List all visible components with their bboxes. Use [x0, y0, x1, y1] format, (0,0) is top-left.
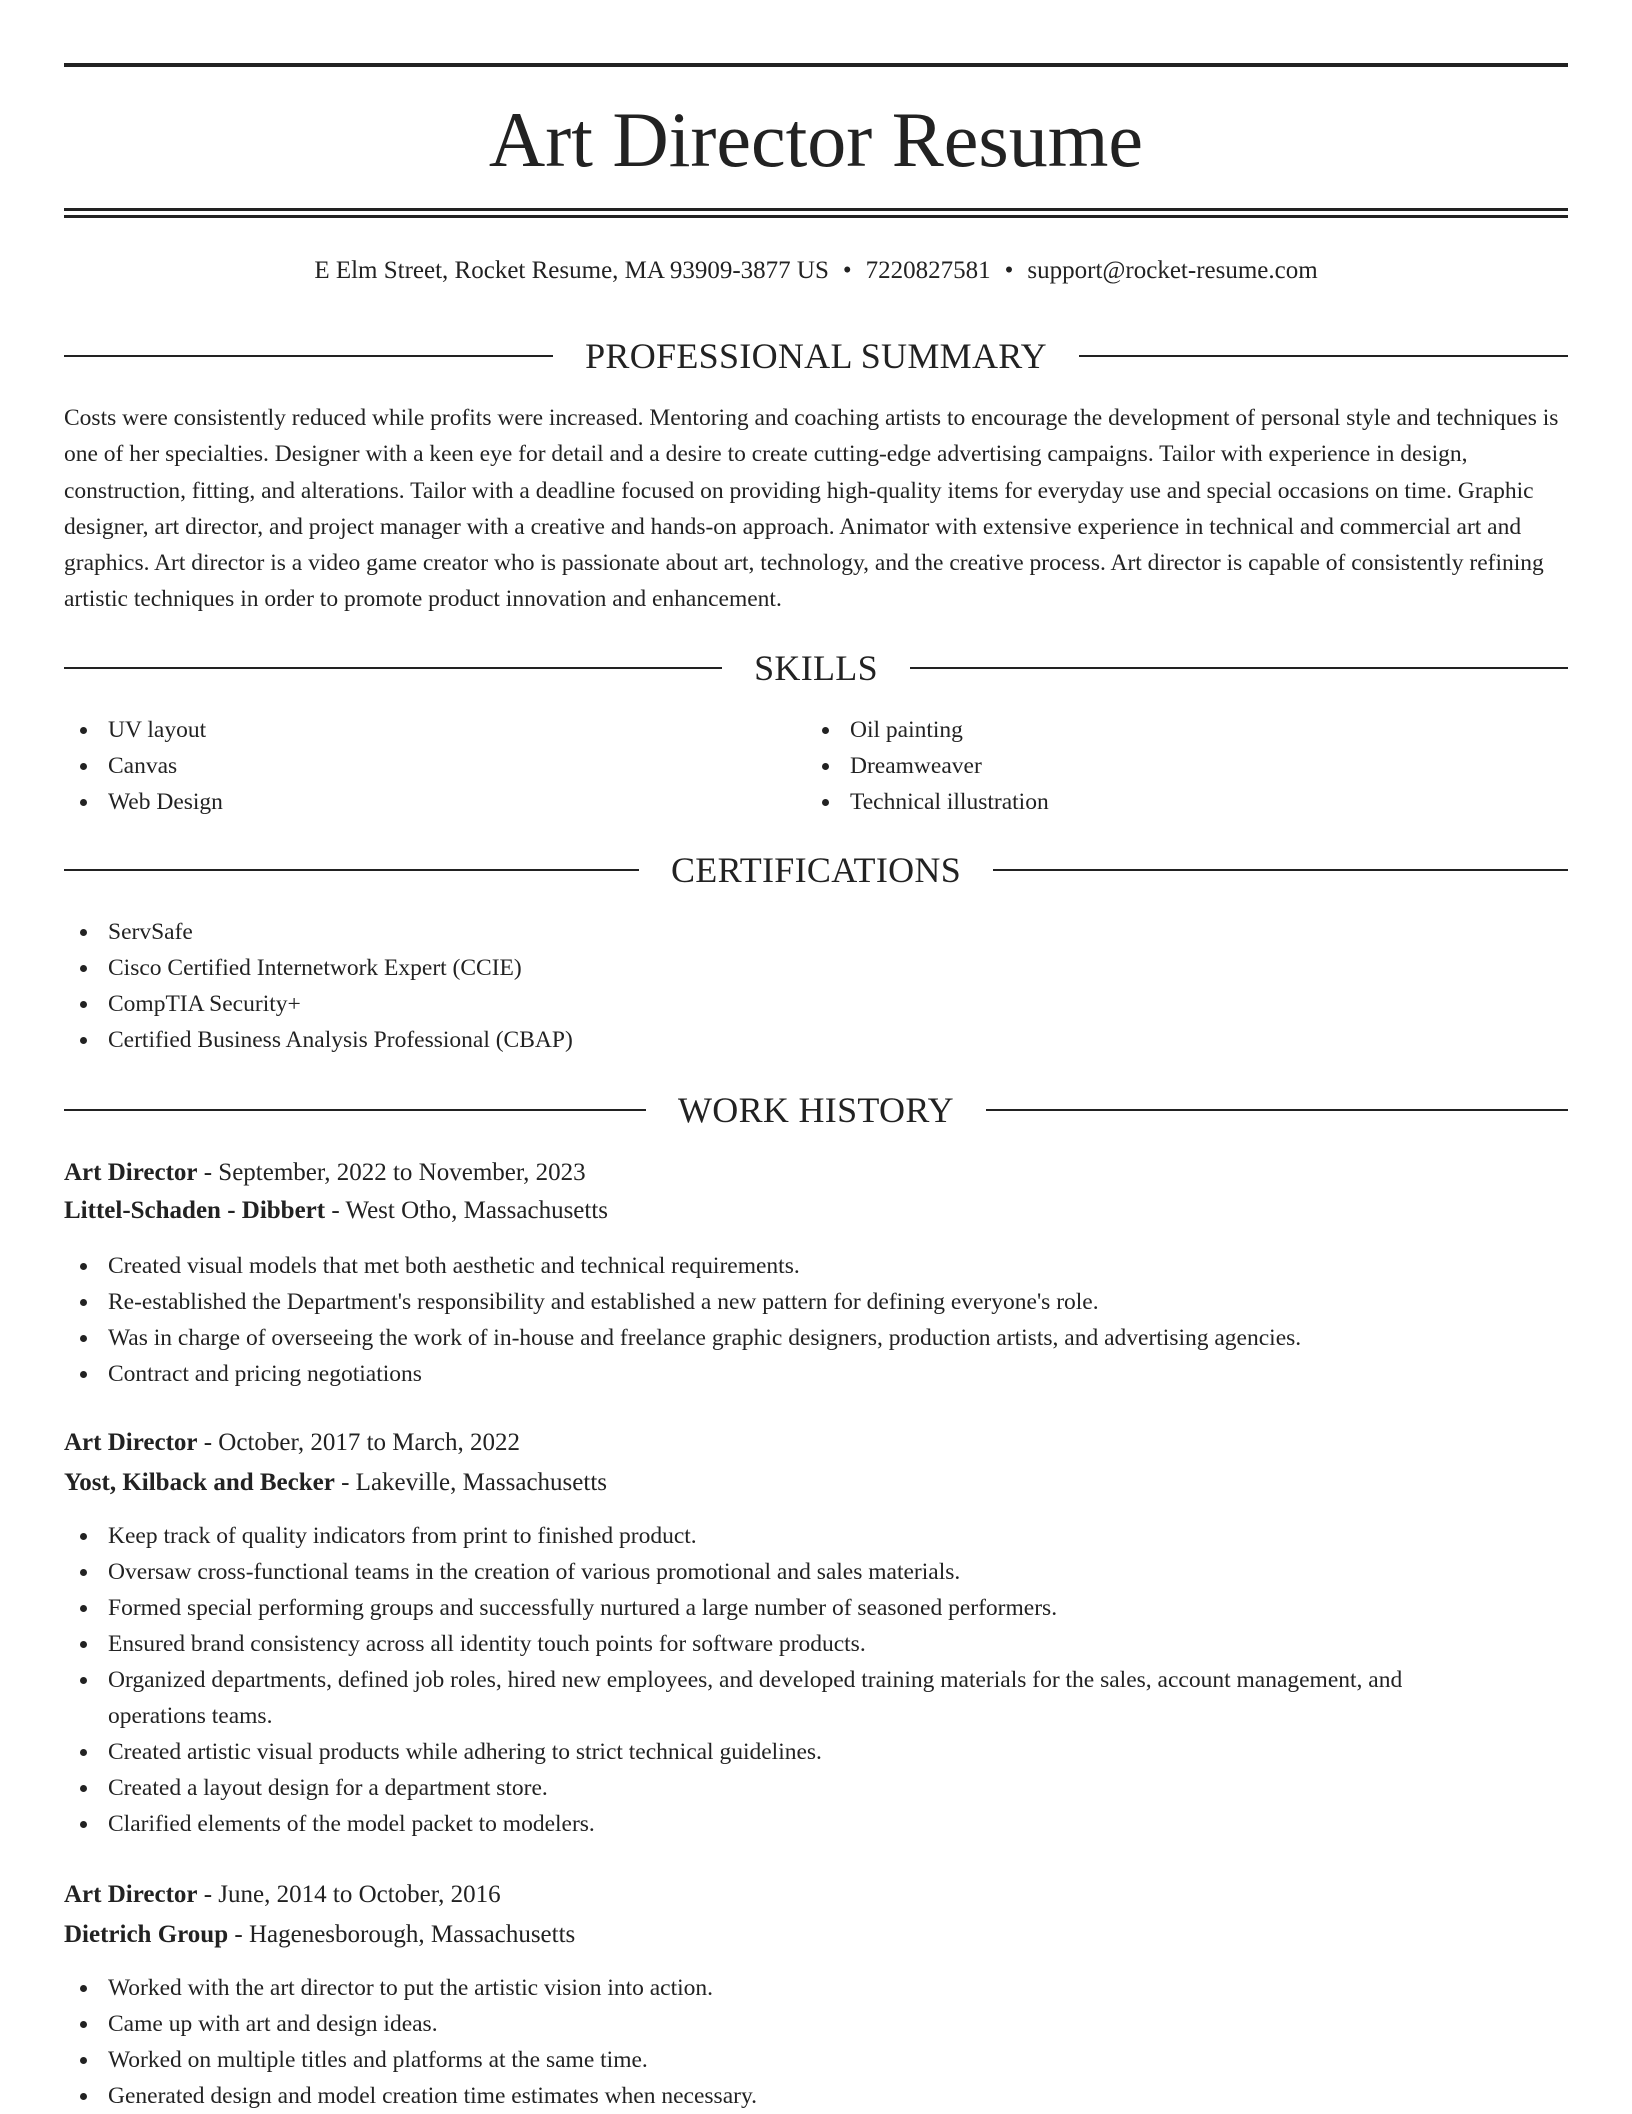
- job-duty: Was in charge of overseeing the work of in-house and freelance graphic designers, production artists, and advertising agencies.: [64, 1320, 1568, 1356]
- summary-heading: [64, 334, 1568, 378]
- heading-rule: [64, 355, 553, 357]
- heading-rule: [64, 667, 722, 669]
- skill-item: Technical illustration: [806, 784, 1568, 820]
- heading-rule: [986, 1109, 1568, 1111]
- certifications-list: [64, 914, 1568, 1058]
- certification-item: Certified Business Analysis Professional (CBAP): [64, 1022, 1568, 1058]
- page-title: Art Director Resume: [488, 96, 1144, 183]
- certification-item: ServSafe: [64, 914, 1568, 950]
- contact-phone: 7220827581: [865, 257, 991, 284]
- job-duty: Worked with the art director to put the artistic vision into action.: [64, 1970, 1568, 2006]
- job-duty: Created a layout design for a department store.: [64, 1770, 1504, 1806]
- job-duty: Formed special performing groups and successfully nurtured a large number of seasoned performers.: [64, 1590, 1504, 1626]
- skill-item: Canvas: [64, 748, 806, 784]
- job-duty: Organized departments, defined job roles, hired new employees, and developed training materials for the sales, account management, and operations teams.: [64, 1662, 1504, 1734]
- heading-rule: [1079, 355, 1568, 357]
- skill-item: Dreamweaver: [806, 748, 1568, 784]
- job-duties-list: [64, 1970, 1568, 2114]
- top-rule: [64, 63, 1568, 67]
- job-title-line: [64, 1155, 1568, 1191]
- heading-rule: [64, 869, 639, 871]
- skill-item: Oil painting: [806, 712, 1568, 748]
- job-duties-list: [64, 1248, 1568, 1392]
- job-location: - West Otho, Massachusetts: [331, 1197, 609, 1224]
- job-company-line: [64, 1193, 1568, 1229]
- job-duty: Ensured brand consistency across all identity touch points for software products.: [64, 1626, 1504, 1662]
- job-title-line: [64, 1425, 1568, 1461]
- heading-rule: [64, 1109, 646, 1111]
- contact-separator: •: [1004, 257, 1014, 284]
- job-dates: - September, 2022 to November, 2023: [203, 1159, 586, 1186]
- heading-rule: [993, 869, 1568, 871]
- skills-heading-text: SKILLS: [754, 648, 878, 688]
- certification-item: CompTIA Security+: [64, 986, 1568, 1022]
- job-duty: Worked on multiple titles and platforms at the same time.: [64, 2042, 1568, 2078]
- job-company-line: [64, 1917, 1568, 1953]
- job-duty: Came up with art and design ideas.: [64, 2006, 1568, 2042]
- heading-rule: [910, 667, 1568, 669]
- job-role: Art Director: [64, 1429, 198, 1456]
- summary-heading-text: PROFESSIONAL SUMMARY: [585, 336, 1047, 376]
- work-history-heading: [64, 1088, 1568, 1132]
- job-company: Littel-Schaden - Dibbert: [64, 1197, 326, 1224]
- job-role: Art Director: [64, 1159, 198, 1186]
- skills-list-right: [806, 712, 1568, 820]
- contact-address: E Elm Street, Rocket Resume, MA 93909-3877 US: [314, 257, 829, 284]
- skills-heading: [64, 646, 1568, 690]
- skill-item: UV layout: [64, 712, 806, 748]
- job-company: Dietrich Group: [64, 1921, 229, 1948]
- job-duty: Clarified elements of the model packet to modelers.: [64, 1806, 1504, 1842]
- summary-text: Costs were consistently reduced while profits were increased. Mentoring and coaching artists to encourage the development of personal style and techniques is one of her specialties. Designer with a keen eye for detail and a desire to create cutting-edge advertising campaigns. Tailor with experience in design, construction, fitting, and alterations. Tailor with a deadline focused on providing high-quality items for everyday use and special occasions on time. Graphic designer, art director, and project manager with a creative and hands-on approach. Animator with extensive experience in technical and commercial art and graphics. Art director is a video game creator who is passionate about art, technology, and the creative process. Art director is capable of consistently refining artistic techniques in order to promote product innovation and enhancement.: [64, 405, 1559, 613]
- job-duty: Keep track of quality indicators from print to finished product.: [64, 1518, 1504, 1554]
- job-title-line: [64, 1877, 1568, 1913]
- job-company: Yost, Kilback and Becker: [64, 1469, 335, 1496]
- certifications-heading: [64, 848, 1568, 892]
- contact-line: [64, 254, 1568, 288]
- skills-list-left: [64, 712, 806, 820]
- job-duty: Created visual models that met both aesthetic and technical requirements.: [64, 1248, 1568, 1284]
- job-role: Art Director: [64, 1881, 198, 1908]
- job-dates: - June, 2014 to October, 2016: [203, 1881, 501, 1908]
- skill-item: Web Design: [64, 784, 806, 820]
- job-duty: Generated design and model creation time estimates when necessary.: [64, 2078, 1568, 2114]
- contact-email: support@rocket-resume.com: [1027, 257, 1318, 284]
- work-history-heading-text: WORK HISTORY: [678, 1090, 954, 1130]
- certification-item: Cisco Certified Internetwork Expert (CCIE): [64, 950, 1568, 986]
- job-duty: Created artistic visual products while adhering to strict technical guidelines.: [64, 1734, 1504, 1770]
- job-location: - Hagenesborough, Massachusetts: [234, 1921, 576, 1948]
- job-duty: Re-established the Department's responsibility and established a new pattern for defining everyone's role.: [64, 1284, 1568, 1320]
- job-dates: - October, 2017 to March, 2022: [203, 1429, 521, 1456]
- job-company-line: [64, 1465, 1568, 1501]
- job-duties-list: [64, 1518, 1504, 1842]
- contact-separator: •: [842, 257, 852, 284]
- job-duty: Contract and pricing negotiations: [64, 1356, 1568, 1392]
- job-location: - Lakeville, Massachusetts: [341, 1469, 608, 1496]
- title-double-rule: [64, 208, 1568, 218]
- job-duty: Oversaw cross-functional teams in the creation of various promotional and sales materials.: [64, 1554, 1504, 1590]
- certifications-heading-text: CERTIFICATIONS: [670, 850, 962, 890]
